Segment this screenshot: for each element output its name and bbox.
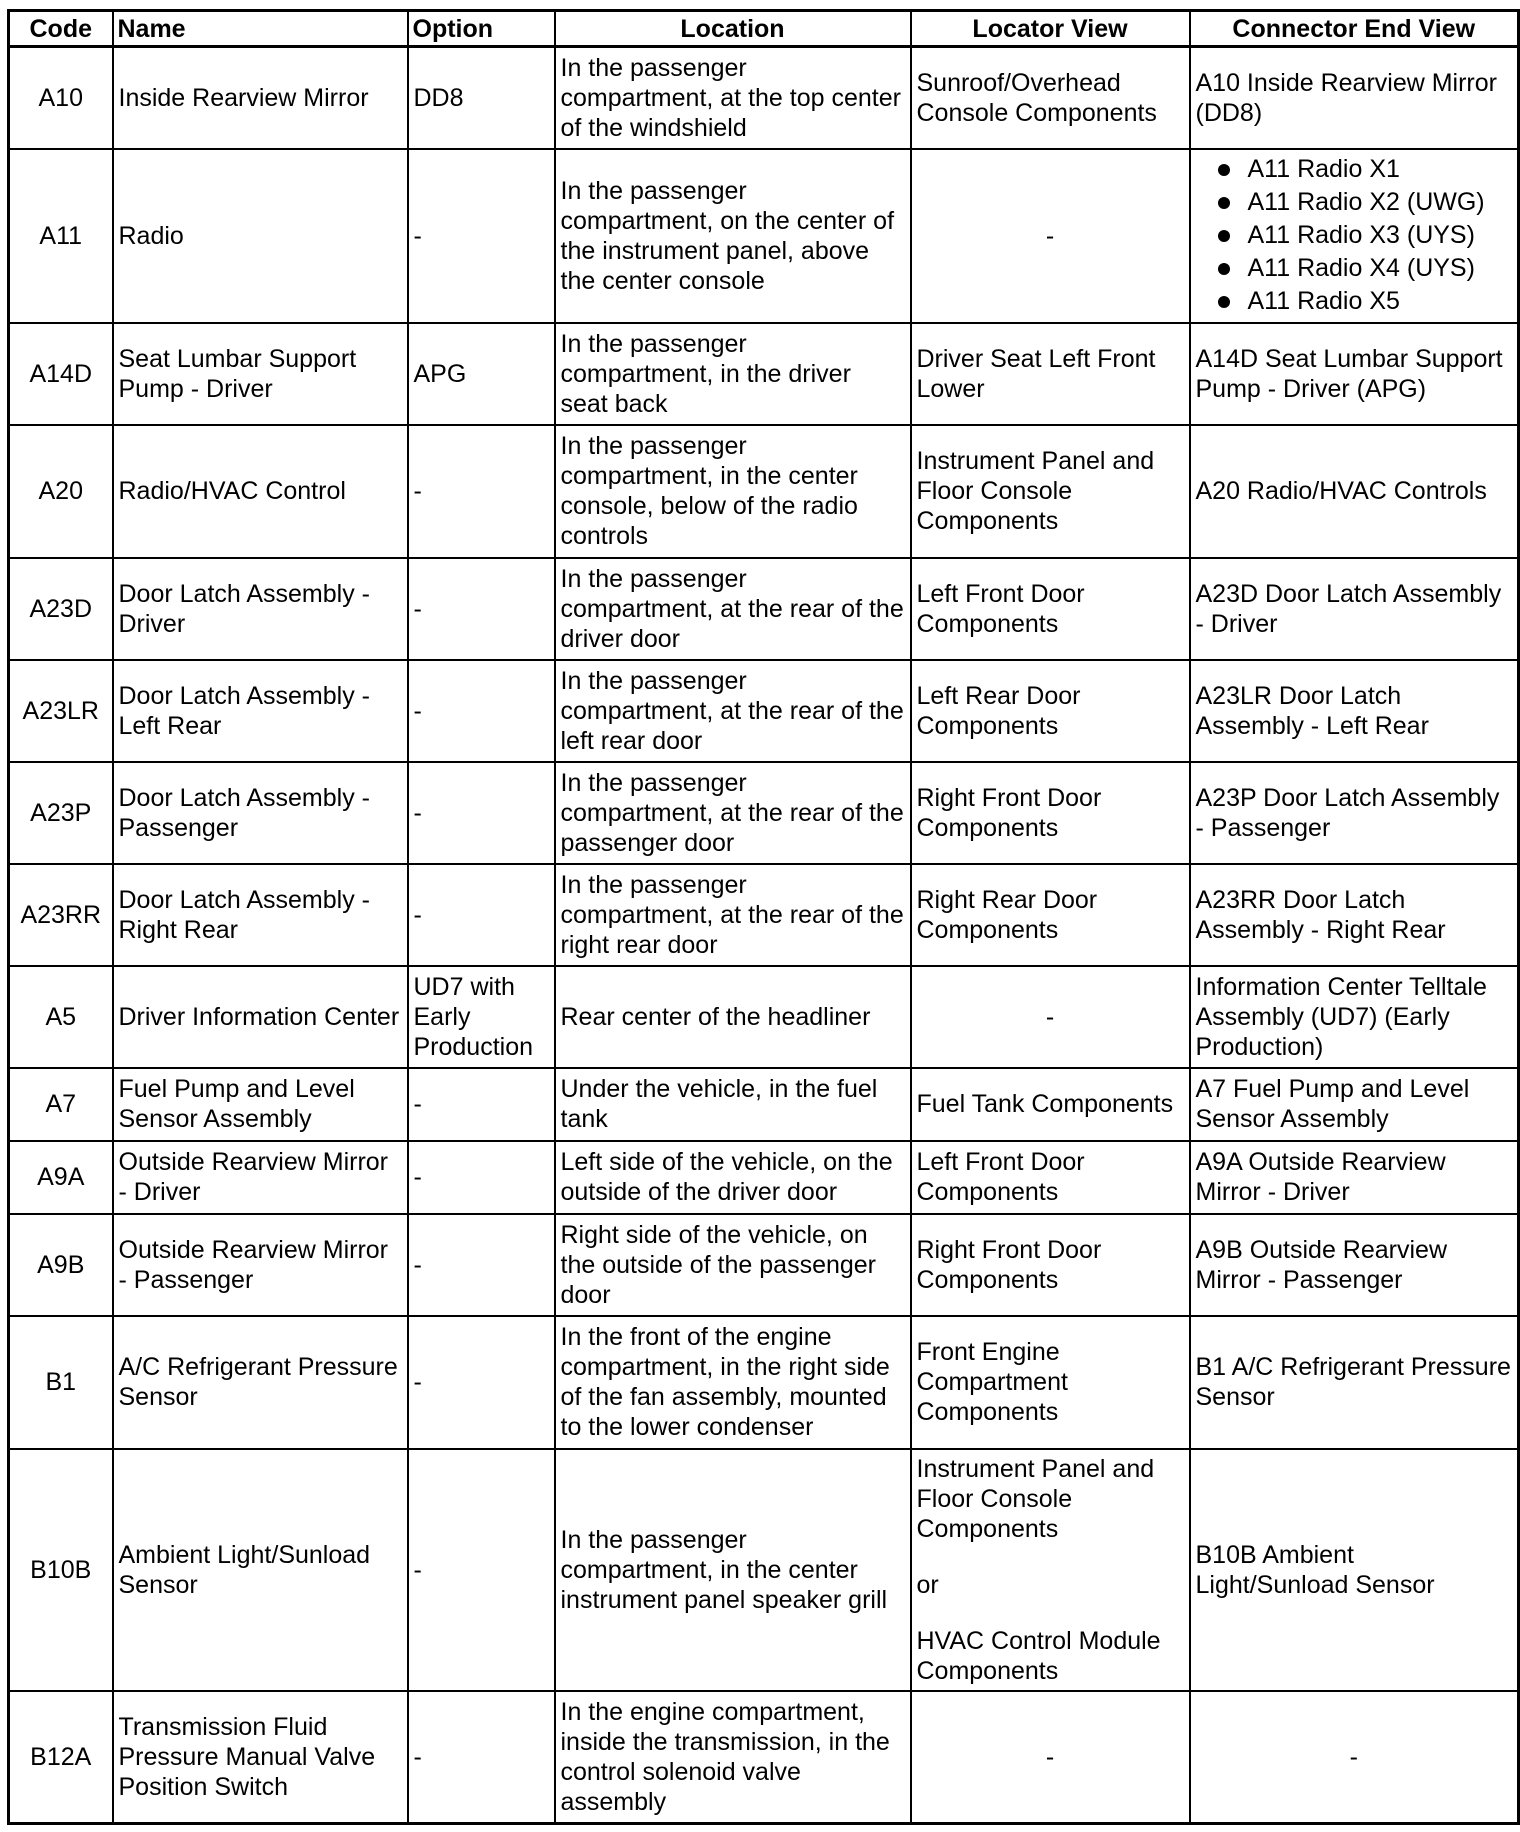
cell-option: APG: [408, 323, 555, 425]
table-row: [9, 323, 1519, 425]
cell-locator-view: Front Engine Compartment Components: [911, 1316, 1190, 1449]
cell-name: A/C Refrigerant Pressure Sensor: [113, 1316, 408, 1449]
table-row: [9, 1316, 1519, 1449]
cell-option: UD7 with Early Production: [408, 966, 555, 1068]
spacer: [917, 1600, 1184, 1626]
cell-option: -: [408, 762, 555, 864]
cell-locator-view: -: [911, 149, 1190, 323]
cell-code: B12A: [9, 1691, 113, 1824]
cell-connector-end-view: A9B Outside Rearview Mirror - Passenger: [1190, 1214, 1519, 1316]
list-item: A11 Radio X2 (UWG): [1218, 186, 1513, 219]
component-locator-table: [7, 9, 1520, 1825]
cell-locator-view: Right Rear Door Components: [911, 864, 1190, 966]
cell-connector-end-view: B1 A/C Refrigerant Pressure Sensor: [1190, 1316, 1519, 1449]
cell-name: Radio: [113, 149, 408, 323]
cell-location: In the engine compartment, inside the transmission, in the control solenoid valve assembly: [555, 1691, 911, 1824]
cell-option: -: [408, 1691, 555, 1824]
cell-option: -: [408, 1068, 555, 1141]
cell-name: Driver Information Center: [113, 966, 408, 1068]
cell-code: A11: [9, 149, 113, 323]
cell-location: In the passenger compartment, in the center console, below of the radio controls: [555, 425, 911, 558]
cell-option: -: [408, 1449, 555, 1691]
cell-connector-end-view: A23LR Door Latch Assembly - Left Rear: [1190, 660, 1519, 762]
cell-code: A23P: [9, 762, 113, 864]
table-row: [9, 1449, 1519, 1691]
cell-option: -: [408, 558, 555, 660]
cell-connector-end-view: [1190, 149, 1519, 323]
cell-location: In the passenger compartment, at the rear of the left rear door: [555, 660, 911, 762]
cell-location: In the passenger compartment, at the rear of the passenger door: [555, 762, 911, 864]
cell-connector-end-view: A23D Door Latch Assembly - Driver: [1190, 558, 1519, 660]
cell-name: Outside Rearview Mirror - Driver: [113, 1141, 408, 1214]
cell-connector-end-view: Information Center Telltale Assembly (UD7) (Early Production): [1190, 966, 1519, 1068]
cell-option: -: [408, 1316, 555, 1449]
component-locator-table-container: [7, 9, 1517, 1825]
cell-option: DD8: [408, 47, 555, 149]
locator-view-or: or: [916, 1570, 939, 1599]
locator-view-alternate: HVAC Control Module Components: [916, 1626, 1161, 1685]
cell-locator-view: Instrument Panel and Floor Console Components: [911, 425, 1190, 558]
cell-locator-view: Sunroof/Overhead Console Components: [911, 47, 1190, 149]
list-item: A11 Radio X3 (UYS): [1218, 219, 1513, 252]
cell-locator-view: Left Front Door Components: [911, 1141, 1190, 1214]
header-code: Code: [9, 11, 113, 47]
cell-location: Left side of the vehicle, on the outside of the driver door: [555, 1141, 911, 1214]
table-row: [9, 966, 1519, 1068]
header-option: Option: [408, 11, 555, 47]
table-row: [9, 1141, 1519, 1214]
header-location: Location: [555, 11, 911, 47]
cell-code: A7: [9, 1068, 113, 1141]
table-row: [9, 864, 1519, 966]
cell-code: A9B: [9, 1214, 113, 1316]
cell-location: In the passenger compartment, at the rear of the right rear door: [555, 864, 911, 966]
header-connector-end-view: Connector End View: [1190, 11, 1519, 47]
table-row: [9, 762, 1519, 864]
cell-connector-end-view: A20 Radio/HVAC Controls: [1190, 425, 1519, 558]
cell-locator-view: [911, 1449, 1190, 1691]
cell-option: -: [408, 149, 555, 323]
cell-code: A14D: [9, 323, 113, 425]
cell-location: In the passenger compartment, at the top center of the windshield: [555, 47, 911, 149]
table-row: [9, 660, 1519, 762]
cell-name: Door Latch Assembly - Driver: [113, 558, 408, 660]
cell-location: Rear center of the headliner: [555, 966, 911, 1068]
cell-connector-end-view: A23P Door Latch Assembly - Passenger: [1190, 762, 1519, 864]
cell-name: Door Latch Assembly - Left Rear: [113, 660, 408, 762]
cell-locator-view: Left Rear Door Components: [911, 660, 1190, 762]
list-item: A11 Radio X4 (UYS): [1218, 252, 1513, 285]
cell-option: -: [408, 660, 555, 762]
cell-connector-end-view: B10B Ambient Light/Sunload Sensor: [1190, 1449, 1519, 1691]
cell-option: -: [408, 1141, 555, 1214]
cell-code: A10: [9, 47, 113, 149]
cell-connector-end-view: A10 Inside Rearview Mirror (DD8): [1190, 47, 1519, 149]
cell-name: Door Latch Assembly - Right Rear: [113, 864, 408, 966]
cell-locator-view: Driver Seat Left Front Lower: [911, 323, 1190, 425]
cell-locator-view: Right Front Door Components: [911, 1214, 1190, 1316]
cell-code: A9A: [9, 1141, 113, 1214]
list-item: A11 Radio X5: [1218, 285, 1513, 318]
cell-location: Right side of the vehicle, on the outside of the passenger door: [555, 1214, 911, 1316]
cell-locator-view: Right Front Door Components: [911, 762, 1190, 864]
cell-locator-view: Fuel Tank Components: [911, 1068, 1190, 1141]
cell-code: A23RR: [9, 864, 113, 966]
cell-name: Inside Rearview Mirror: [113, 47, 408, 149]
cell-connector-end-view: -: [1190, 1691, 1519, 1824]
cell-name: Radio/HVAC Control: [113, 425, 408, 558]
locator-view-primary: Instrument Panel and Floor Console Components: [916, 1454, 1155, 1543]
cell-code: B1: [9, 1316, 113, 1449]
cell-location: In the passenger compartment, on the center of the instrument panel, above the center console: [555, 149, 911, 323]
table-row: [9, 558, 1519, 660]
cell-locator-view: Left Front Door Components: [911, 558, 1190, 660]
table-row: [9, 47, 1519, 149]
cell-connector-end-view: A9A Outside Rearview Mirror - Driver: [1190, 1141, 1519, 1214]
cell-code: A23D: [9, 558, 113, 660]
cell-location: In the passenger compartment, in the driver seat back: [555, 323, 911, 425]
cell-locator-view: -: [911, 1691, 1190, 1824]
connector-list: [1196, 153, 1513, 318]
spacer: [917, 1544, 1184, 1570]
table-row: [9, 425, 1519, 558]
cell-name: Door Latch Assembly - Passenger: [113, 762, 408, 864]
cell-name: Seat Lumbar Support Pump - Driver: [113, 323, 408, 425]
cell-location: In the passenger compartment, in the center instrument panel speaker grill: [555, 1449, 911, 1691]
header-row: [9, 11, 1519, 47]
cell-name: Outside Rearview Mirror - Passenger: [113, 1214, 408, 1316]
cell-connector-end-view: A7 Fuel Pump and Level Sensor Assembly: [1190, 1068, 1519, 1141]
cell-name: Ambient Light/Sunload Sensor: [113, 1449, 408, 1691]
list-item: A11 Radio X1: [1218, 153, 1513, 186]
cell-code: A23LR: [9, 660, 113, 762]
cell-option: -: [408, 425, 555, 558]
cell-name: Fuel Pump and Level Sensor Assembly: [113, 1068, 408, 1141]
cell-option: -: [408, 1214, 555, 1316]
header-locator-view: Locator View: [911, 11, 1190, 47]
cell-code: A5: [9, 966, 113, 1068]
table-row: [9, 149, 1519, 323]
table-row: [9, 1691, 1519, 1824]
cell-option: -: [408, 864, 555, 966]
header-name: Name: [113, 11, 408, 47]
cell-location: In the front of the engine compartment, in the right side of the fan assembly, mounted to the lower condenser: [555, 1316, 911, 1449]
table-row: [9, 1214, 1519, 1316]
cell-locator-view: -: [911, 966, 1190, 1068]
table-row: [9, 1068, 1519, 1141]
cell-name: Transmission Fluid Pressure Manual Valve Position Switch: [113, 1691, 408, 1824]
cell-code: A20: [9, 425, 113, 558]
cell-connector-end-view: A23RR Door Latch Assembly - Right Rear: [1190, 864, 1519, 966]
cell-location: Under the vehicle, in the fuel tank: [555, 1068, 911, 1141]
cell-location: In the passenger compartment, at the rear of the driver door: [555, 558, 911, 660]
cell-code: B10B: [9, 1449, 113, 1691]
cell-connector-end-view: A14D Seat Lumbar Support Pump - Driver (APG): [1190, 323, 1519, 425]
